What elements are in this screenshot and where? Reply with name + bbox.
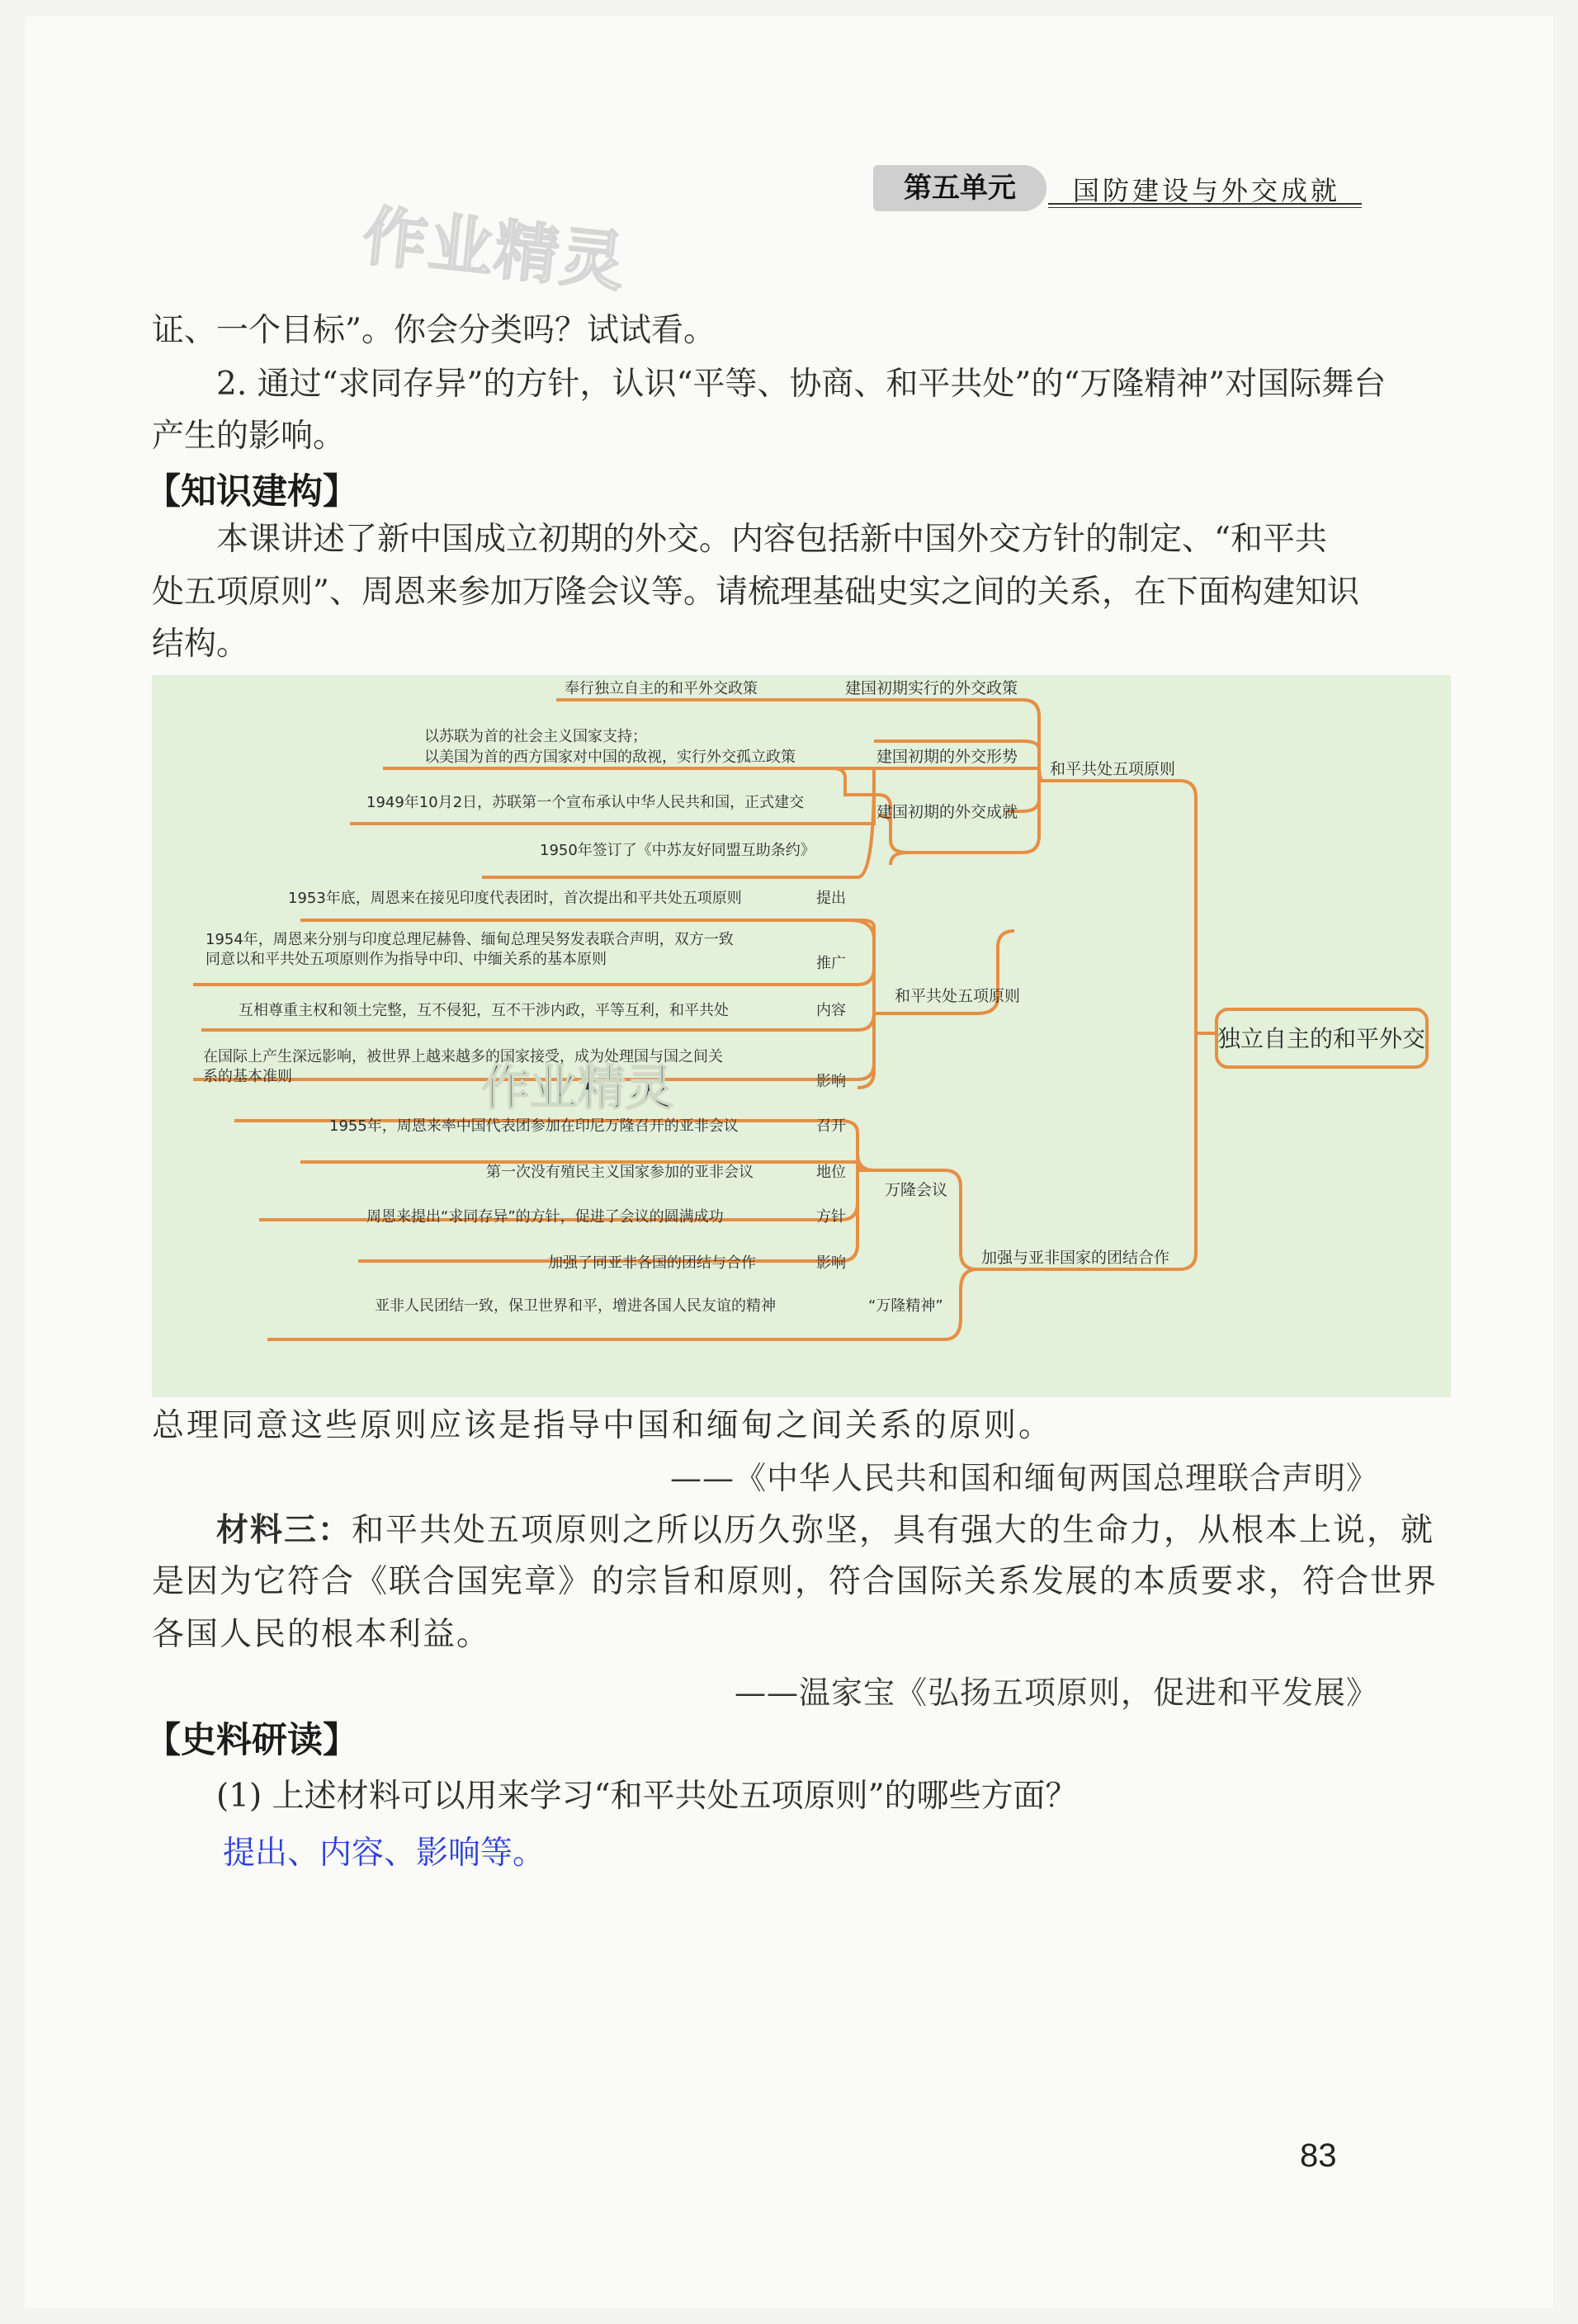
mindmap-leaf: 以苏联为首的社会主义国家支持； [424, 728, 647, 745]
mindmap-tag: 召开 [816, 1117, 846, 1135]
mindmap-tag: 影响 [816, 1254, 846, 1272]
mindmap-leaf: 1955年，周恩来率中国代表团参加在印尼万隆召开的亚非会议 [329, 1117, 739, 1135]
mindmap-tag: 内容 [816, 1002, 846, 1019]
mindmap-leaf: 亚非人民团结一致，保卫世界和平，增进各国人民友谊的精神 [375, 1297, 776, 1315]
mindmap-tag: 推广 [816, 955, 846, 972]
intro-item-2-cont: 产生的影响。 [152, 418, 346, 455]
mindmap-leaf: 奉行独立自主的和平外交政策 [565, 680, 758, 697]
mindmap-leaf: 周恩来提出“求同存异”的方针，促进了会议的圆满成功 [366, 1208, 724, 1226]
mindmap-tag: 方针 [816, 1208, 846, 1226]
mindmap-leaf: 第一次没有殖民主义国家参加的亚非会议 [486, 1164, 754, 1181]
mindmap-leaf: 加强了同亚非各国的团结与合作 [548, 1254, 756, 1272]
mindmap-node-achievement: 建国初期的外交成就 [876, 803, 1018, 821]
mindmap-node-spirit: “万隆精神” [868, 1297, 943, 1315]
material-three-text: 和平共处五项原则之所以历久弥坚，具有强大的生命力，从根本上说，就 [352, 1512, 1435, 1549]
section-heading-study: 【史料研读】 [145, 1720, 358, 1761]
header-rule [1048, 203, 1362, 208]
knowledge-line-3: 结构。 [152, 626, 249, 663]
mindmap-leaf: 在国际上产生深远影响，被世界上越来越多的国家接受，成为处理国与国之间关 [203, 1048, 723, 1065]
mindmap-branch-1: 和平共处五项原则 [1050, 760, 1176, 778]
mindmap-tag: 地位 [816, 1164, 846, 1181]
material-three-line-2: 是因为它符合《联合国宪章》的宗旨和原则，符合国际关系发展的本质要求，符合世界 [152, 1563, 1439, 1600]
unit-title: 国防建设与外交成就 [1073, 175, 1341, 206]
mindmap-node-five-principles: 和平共处五项原则 [895, 987, 1021, 1005]
mindmap-root: 独立自主的和平外交 [1217, 1025, 1426, 1052]
watermark: 作业精灵 [359, 199, 631, 301]
mindmap-leaf: 1954年，周恩来分别与印度总理尼赫鲁、缅甸总理吴努发表联合声明，双方一致 [206, 931, 734, 948]
mindmap-tag: 提出 [816, 890, 846, 907]
material-source-2: ——《中华人民共和国和缅甸两国总理联合声明》 [669, 1460, 1378, 1496]
mindmap-leaf: 互相尊重主权和领土完整，互不侵犯，互不干涉内政，平等互利，和平共处 [239, 1002, 729, 1019]
mindmap-node-situation: 建国初期的外交形势 [876, 748, 1018, 766]
intro-line: 证、一个目标”。你会分类吗？试试看。 [152, 312, 716, 349]
section-heading-knowledge: 【知识建构】 [145, 471, 358, 513]
material-three-line-3: 各国人民的根本利益。 [152, 1616, 491, 1653]
mind-map [152, 675, 1451, 1397]
mindmap-leaf: 1949年10月2日，苏联第一个宣布承认中华人民共和国，正式建交 [366, 794, 805, 811]
unit-badge: 第五单元 [873, 165, 1046, 211]
mindmap-leaf: 同意以和平共处五项原则作为指导中印、中缅关系的基本原则 [206, 951, 607, 968]
map-watermark: 作业精灵 [482, 1060, 674, 1116]
mindmap-leaf: 1950年签订了《中苏友好同盟互助条约》 [540, 842, 815, 859]
study-question-1: (1) 上述材料可以用来学习“和平共处五项原则”的哪些方面？ [216, 1778, 1078, 1815]
mindmap-node-policy: 建国初期实行的外交政策 [845, 679, 1018, 697]
mindmap-leaf: 以美国为首的西方国家对中国的敌视，实行外交孤立政策 [424, 749, 796, 766]
mindmap-tag: 影响 [816, 1073, 846, 1090]
knowledge-line-2: 处五项原则”、周恩来参加万隆会议等。请梳理基础史实之间的关系，在下面构建知识 [152, 574, 1359, 611]
mindmap-node-bandung: 万隆会议 [885, 1181, 948, 1199]
material-source-3: ——温家宝《弘扬五项原则，促进和平发展》 [734, 1675, 1378, 1711]
intro-item-2: 2. 通过“求同存异”的方针，认识“平等、协商、和平共处”的“万隆精神”对国际舞台 [216, 366, 1387, 403]
knowledge-line-1: 本课讲述了新中国成立初期的外交。内容包括新中国外交方针的制定、“和平共 [216, 521, 1327, 558]
mindmap-leaf: 1953年底，周恩来在接见印度代表团时，首次提出和平共处五项原则 [288, 890, 742, 907]
page-number: 83 [1300, 2137, 1337, 2174]
material-line: 总理同意这些原则应该是指导中国和缅甸之间关系的原则。 [152, 1407, 1054, 1444]
material-three-line-1 [216, 1504, 1434, 1556]
study-answer-1: 提出、内容、影响等。 [223, 1835, 546, 1872]
mindmap-branch-2: 加强与亚非国家的团结合作 [981, 1249, 1170, 1267]
material-three-label: 材料三： [216, 1511, 352, 1549]
mindmap-leaf: 系的基本准则 [203, 1068, 292, 1085]
